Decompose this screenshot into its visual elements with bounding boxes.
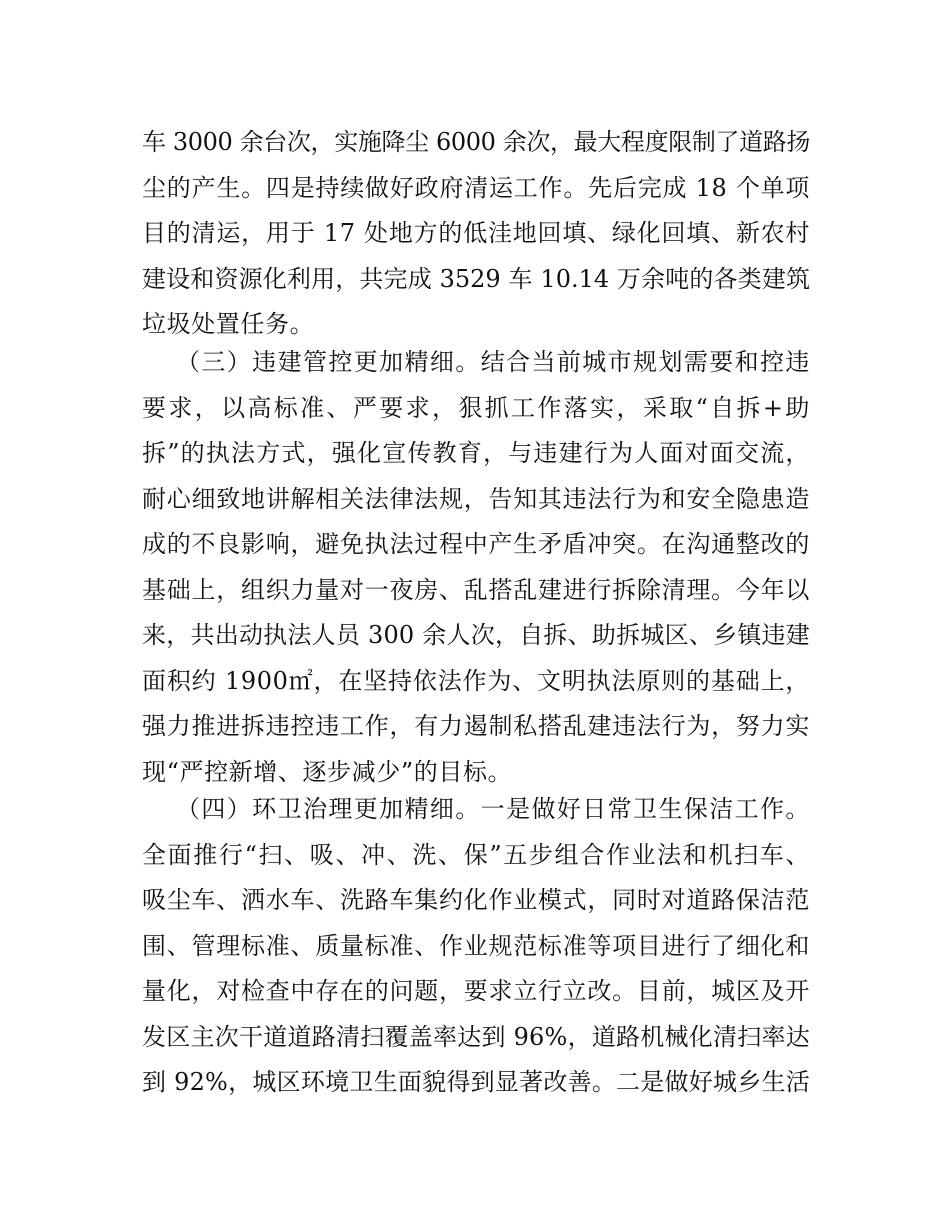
- text-line: 基础上，组织力量对一夜房、乱搭乱建进行拆除清理。今年以: [142, 575, 810, 604]
- text-line: （四）环卫治理更加精细。一是做好日常卫生保洁工作。: [176, 795, 810, 823]
- text-line: 尘的产生。四是持续做好政府清运工作。先后完成 18 个单项: [142, 173, 810, 202]
- text-line: 量化，对检查中存在的问题，要求立行立改。目前，城区及开: [142, 977, 810, 1005]
- text-line: 强力推进拆违控违工作，有力遏制私搭乱建违法行为，努力实: [142, 712, 810, 740]
- text-line: 耐心细致地讲解相关法律法规，告知其违法行为和安全隐患造: [142, 484, 810, 513]
- text-line: 围、管理标准、质量标准、作业规范标准等项目进行了细化和: [142, 931, 810, 960]
- text-line: 发区主次干道道路清扫覆盖率达到 96%，道路机械化清扫率达: [142, 1022, 810, 1051]
- text-line: 成的不良影响，避免执法过程中产生矛盾冲突。在沟通整改的: [142, 530, 810, 558]
- paragraph-3: [142, 787, 810, 1106]
- text-line: 车 3000 余台次，实施降尘 6000 余次，最大程度限制了道路扬: [142, 128, 810, 156]
- text-line: 面积约 1900㎡，在坚持依法作为、文明执法原则的基础上，: [142, 666, 810, 695]
- text-line: 目的清运，用于 17 处地方的低洼地回填、绿化回填、新农村: [142, 219, 810, 247]
- text-line: 建设和资源化利用，共完成 3529 车 10.14 万余吨的各类建筑: [142, 264, 810, 293]
- text-line: （三）违建管控更加精细。结合当前城市规划需要和控违: [176, 348, 810, 376]
- text-line: 全面推行“扫、吸、冲、洗、保”五步组合作业法和机扫车、: [142, 840, 810, 869]
- text-line: 现“严控新增、逐步减少”的目标。: [142, 757, 513, 786]
- text-line: 来，共出动执法人员 300 余人次，自拆、助拆城区、乡镇违建: [142, 621, 810, 649]
- text-line: 要求，以高标准、严要求，狠抓工作落实，采取“自拆+助: [142, 393, 810, 422]
- paragraph-1: [142, 120, 810, 348]
- paragraph-2: [142, 340, 810, 795]
- text-line: 吸尘车、洒水车、洗路车集约化作业模式，同时对道路保洁范: [142, 886, 810, 914]
- text-line: 到 92%，城区环境卫生面貌得到显著改善。二是做好城乡生活: [142, 1068, 810, 1096]
- text-line: 垃圾处置任务。: [142, 310, 315, 338]
- text-line: 拆”的执法方式，强化宣传教育，与违建行为人面对面交流，: [142, 439, 810, 467]
